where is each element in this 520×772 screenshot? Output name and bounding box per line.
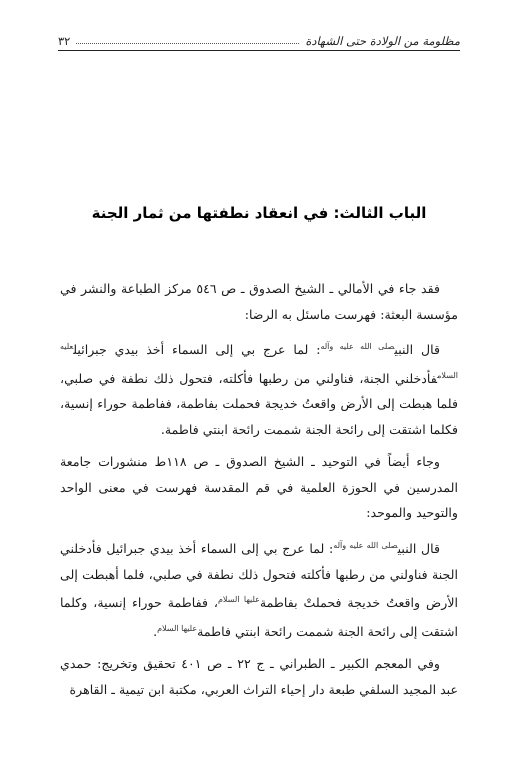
paragraph-text: .	[153, 623, 158, 639]
running-header	[58, 28, 460, 48]
paragraph-text: ، ففاطمة حوراء إنسية، وكلما اشتقت إلى رائحة الجنة شممت رائحة ابنتي فاطمة	[60, 595, 458, 639]
paragraph	[60, 533, 458, 645]
book-title: مظلومة من الولادة حتى الشهادة	[305, 34, 460, 48]
paragraph-text: وفي المعجم الكبير ـ الطبراني ـ ج ٢٢ ـ ص ٤٠١ تحقيق وتخريج: حمدي عبد المجيد السلفي طبعة دار إحياء التراث العربي، مكتبة ابن تيمية ـ القاهرة	[60, 656, 458, 697]
chapter-title: الباب الثالث: في انعقاد نطفتها من ثمار الجنة	[91, 204, 427, 222]
body-text	[60, 276, 458, 709]
paragraph-text: فقد جاء في الأمالي ـ الشيخ الصدوق ـ ص ٥٤٦ مركز الطباعة والنشر في مؤسسة البعثة: فهرست ماسئل به الرضا:	[60, 281, 458, 322]
paragraph-text: وجاء أيضاً في التوحيد ـ الشيخ الصدوق ـ ص ١١٨ط منشورات جامعة المدرسين في الحوزة العلمية في قم المقدسة فهرست في معنى الواحد والتوحيد والموحد:	[60, 454, 458, 521]
paragraph-text: قال النبي	[394, 342, 441, 358]
honorific-salawat: صلى الله عليه وآله	[333, 540, 398, 550]
paragraph-text: فأدخلني الجنة، فناولني من رطبها فأكلته، فتحول ذلك نطفة في صلبي، فلما هبطت إلى الأرض واقعتُ خديجة فحملت بفاطمة، ففاطمة حوراء إنسية، فكلما اشتقت إلى رائحة الجنة شممت رائحة ابنتي فاطمة.	[60, 370, 458, 437]
page-number: ٣٢	[58, 34, 71, 48]
header-rule	[58, 50, 460, 51]
paragraph	[60, 449, 458, 526]
paragraph-text: قال النبي	[397, 541, 441, 557]
honorific-alayha-salam: عليها السلام	[217, 595, 260, 605]
paragraph-text: : لما عرج بي إلى السماء أخذ بيدي جبرائيل	[73, 342, 321, 358]
paragraph	[60, 651, 458, 702]
honorific-salawat: صلى الله عليه وآله	[320, 342, 395, 351]
header-leader-dots	[76, 42, 299, 44]
honorific-alayha-salam: عليها السلام	[157, 623, 198, 633]
paragraph	[60, 334, 458, 442]
paragraph	[60, 276, 458, 327]
paragraph-text: : لما عرج بي إلى السماء أخذ بيدي جبرائيل فأدخلني الجنة فناولني من رطبها فأكلته فتحول ذلك نطفة في صلبي، فلما أهبطت إلى الأرض واقعتُ خديجة فحملتْ بفاطمة	[60, 541, 459, 611]
honorific-alayhi-salam: عليه السلام	[60, 342, 458, 380]
